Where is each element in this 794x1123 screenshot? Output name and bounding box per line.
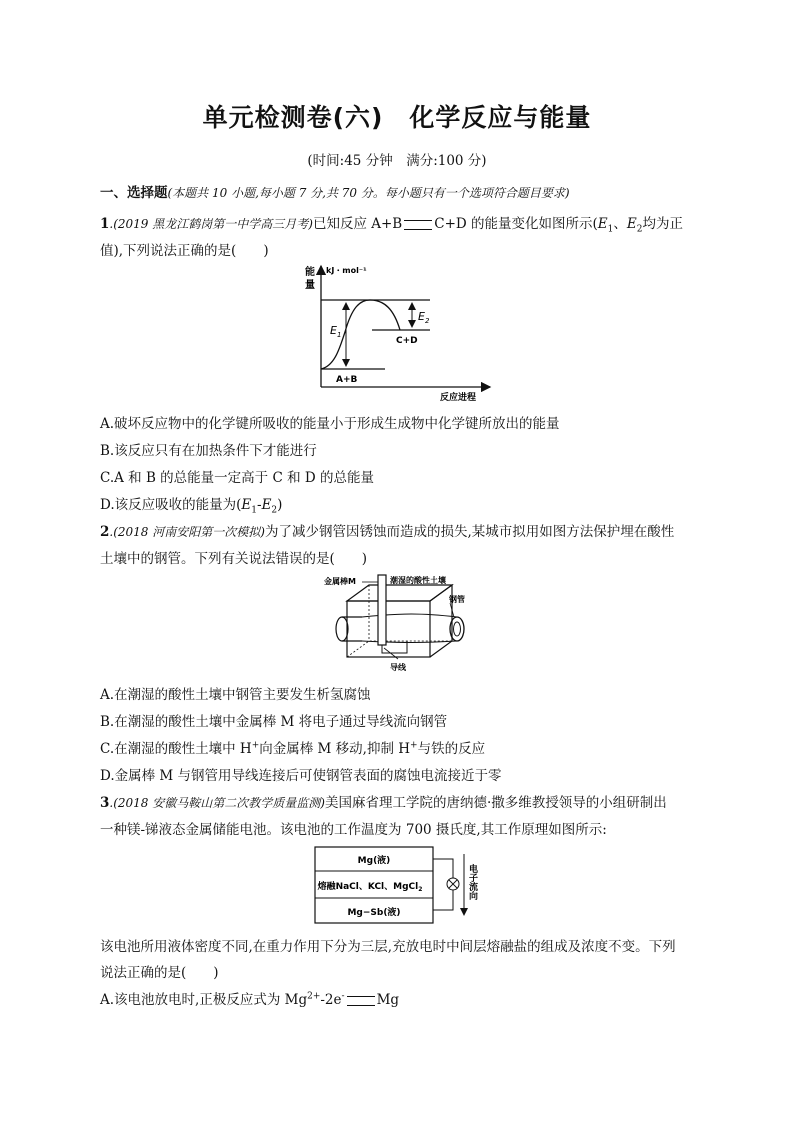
equals-sign-2 — [347, 996, 375, 1006]
equals-sign — [404, 220, 432, 230]
products-label: C+D — [396, 336, 418, 346]
q1-option-b: B.该反应只有在加热条件下才能进行 — [100, 443, 317, 459]
y-label-top: 能 — [305, 267, 315, 278]
reactants-label: A+B — [336, 375, 358, 385]
e2-label-sub: 2 — [424, 317, 430, 325]
q2-source: .(2018 河南安阳第一次模拟) — [109, 525, 265, 539]
pipe-label: 钢管 — [449, 595, 465, 604]
e1-var: E — [597, 216, 608, 232]
q3-option-a — [100, 988, 399, 1008]
q1-option-c: C.A 和 B 的总能量一定高于 C 和 D 的总能量 — [100, 470, 375, 486]
circuit-bottom — [433, 890, 453, 910]
q1-option-d — [100, 493, 282, 516]
q1-option-a: A.破坏反应物中的化学键所吸收的能量小于形成生成物中化学键所放出的能量 — [100, 416, 560, 432]
soil-box-front — [347, 601, 430, 657]
circuit-top — [433, 859, 453, 878]
q3-stem-a: 美国麻省理工学院的唐纳德·撒多维教授领导的小组研制出 — [324, 795, 667, 811]
electron-charge-sup: - — [341, 991, 345, 1002]
e2-var: E — [626, 216, 637, 232]
y-label-bottom: 量 — [305, 280, 315, 291]
h-plus-sup-2: + — [410, 740, 418, 751]
rod-label: 金属棒M — [324, 577, 356, 586]
electron-flow-label: 电子流向 — [467, 864, 477, 900]
q1-stem-a: 已知反应 A+B — [312, 216, 403, 232]
q1-d-close: ) — [277, 497, 283, 513]
layer-mg-sb: Mg−Sb(液) — [347, 908, 401, 918]
x-label: 反应进程 — [440, 393, 477, 403]
q1-d-e2: E — [261, 497, 272, 513]
e1-label-letter: E — [330, 324, 337, 337]
q2-option-c — [100, 737, 485, 757]
pipe-left-end — [336, 617, 348, 641]
q2-option-a: A.在潮湿的酸性土壤中钢管主要发生析氢腐蚀 — [100, 687, 371, 703]
enum-comma: 、 — [613, 216, 627, 232]
section-title: 一、选择题 — [100, 185, 168, 201]
q2-option-b: B.在潮湿的酸性土壤中金属棒 M 将电子通过导线流向钢管 — [100, 714, 448, 730]
e1-sub: 1 — [607, 224, 614, 235]
q2-option-c-c: 与铁的反应 — [417, 741, 486, 757]
pipe-protection-diagram — [322, 573, 480, 675]
layer-molten-salt-sub: 2 — [418, 886, 423, 893]
q2-stem-a: 为了减少钢管因锈蚀而造成的损失,某城市拟用如图方法保护埋在酸性 — [264, 524, 675, 540]
pipe-body — [362, 614, 457, 643]
q2-stem-line1 — [100, 520, 674, 540]
q2-option-c-b: 向金属棒 M 移动,抑制 H — [259, 741, 411, 757]
q2-option-d: D.金属棒 M 与钢管用导线连接后可使钢管表面的腐蚀电流接近于零 — [100, 768, 502, 784]
layer-molten-salt — [317, 880, 423, 893]
exam-info: (时间:45 分钟 满分:100 分) — [307, 153, 487, 169]
e1-label — [330, 324, 341, 339]
e1-label-sub: 1 — [336, 331, 342, 339]
page-title: 单元检测卷(六) 化学反应与能量 — [202, 103, 592, 132]
q3-option-a-electrons: -2e — [320, 992, 342, 1008]
q3-option-a-product: Mg — [376, 992, 400, 1008]
q1-d-e1: E — [241, 497, 252, 513]
section-note: (本题共 10 小题,每小题 7 分,共 70 分。每小题只有一个选项符合题目要求) — [167, 186, 570, 200]
wire-label: 导线 — [390, 663, 406, 672]
y-unit: kJ・mol⁻¹ — [326, 266, 367, 275]
q3-option-a-text: A.该电池放电时,正极反应式为 Mg — [100, 992, 308, 1008]
mg-charge-sup: 2+ — [307, 991, 321, 1002]
q3-source: .(2018 安徽马鞍山第二次教学质量监测) — [109, 796, 325, 810]
q1-d-minus: - — [257, 497, 262, 513]
q3-number: 3 — [100, 795, 110, 811]
e2-label — [418, 310, 430, 325]
e2-sub: 2 — [636, 224, 643, 235]
soil-label: 潮湿的酸性土壤 — [390, 576, 446, 585]
q1-stem-line1 — [100, 212, 683, 235]
q2-number: 2 — [100, 524, 110, 540]
q1-stem-line2: 值),下列说法正确的是( ) — [100, 243, 269, 259]
q1-number: 1 — [100, 216, 110, 232]
q3-stem-line1 — [100, 791, 667, 811]
q2-option-c-a: C.在潮湿的酸性土壤中 H — [100, 741, 252, 757]
q1-stem-c: 均为正 — [642, 216, 683, 232]
q1-option-d-text: D.该反应吸收的能量为( — [100, 497, 242, 513]
q2-stem-line2: 土壤中的钢管。下列有关说法错误的是( ) — [100, 551, 368, 567]
q1-d-e1-sub: 1 — [251, 505, 257, 516]
layer-mg: Mg(液) — [357, 856, 391, 866]
q3-stem-line4: 说法正确的是( ) — [100, 965, 219, 981]
q1-stem-b: C+D 的能量变化如图所示( — [434, 216, 598, 232]
soil-box-top — [347, 585, 452, 601]
e2-label-letter: E — [418, 310, 425, 323]
metal-rod — [378, 575, 386, 645]
q3-stem-line2: 一种镁-锑液态金属储能电池。该电池的工作温度为 700 摄氏度,其工作原理如图所示: — [100, 822, 607, 838]
layer-molten-salt-text: 熔融NaCl、KCl、MgCl — [317, 882, 419, 892]
h-plus-sup: + — [251, 740, 260, 751]
section-heading — [100, 181, 570, 201]
q1-source: .(2019 黑龙江鹤岗第一中学高三月考) — [109, 217, 313, 231]
q3-stem-line3: 该电池所用液体密度不同,在重力作用下分为三层,充放电时中间层熔融盐的组成及浓度不变。下列 — [100, 939, 676, 955]
pipe-bore — [454, 622, 461, 636]
battery-diagram — [312, 844, 492, 928]
energy-diagram — [300, 262, 500, 404]
flow-arrowhead — [460, 908, 468, 916]
q1-d-e2-sub: 2 — [271, 505, 278, 516]
